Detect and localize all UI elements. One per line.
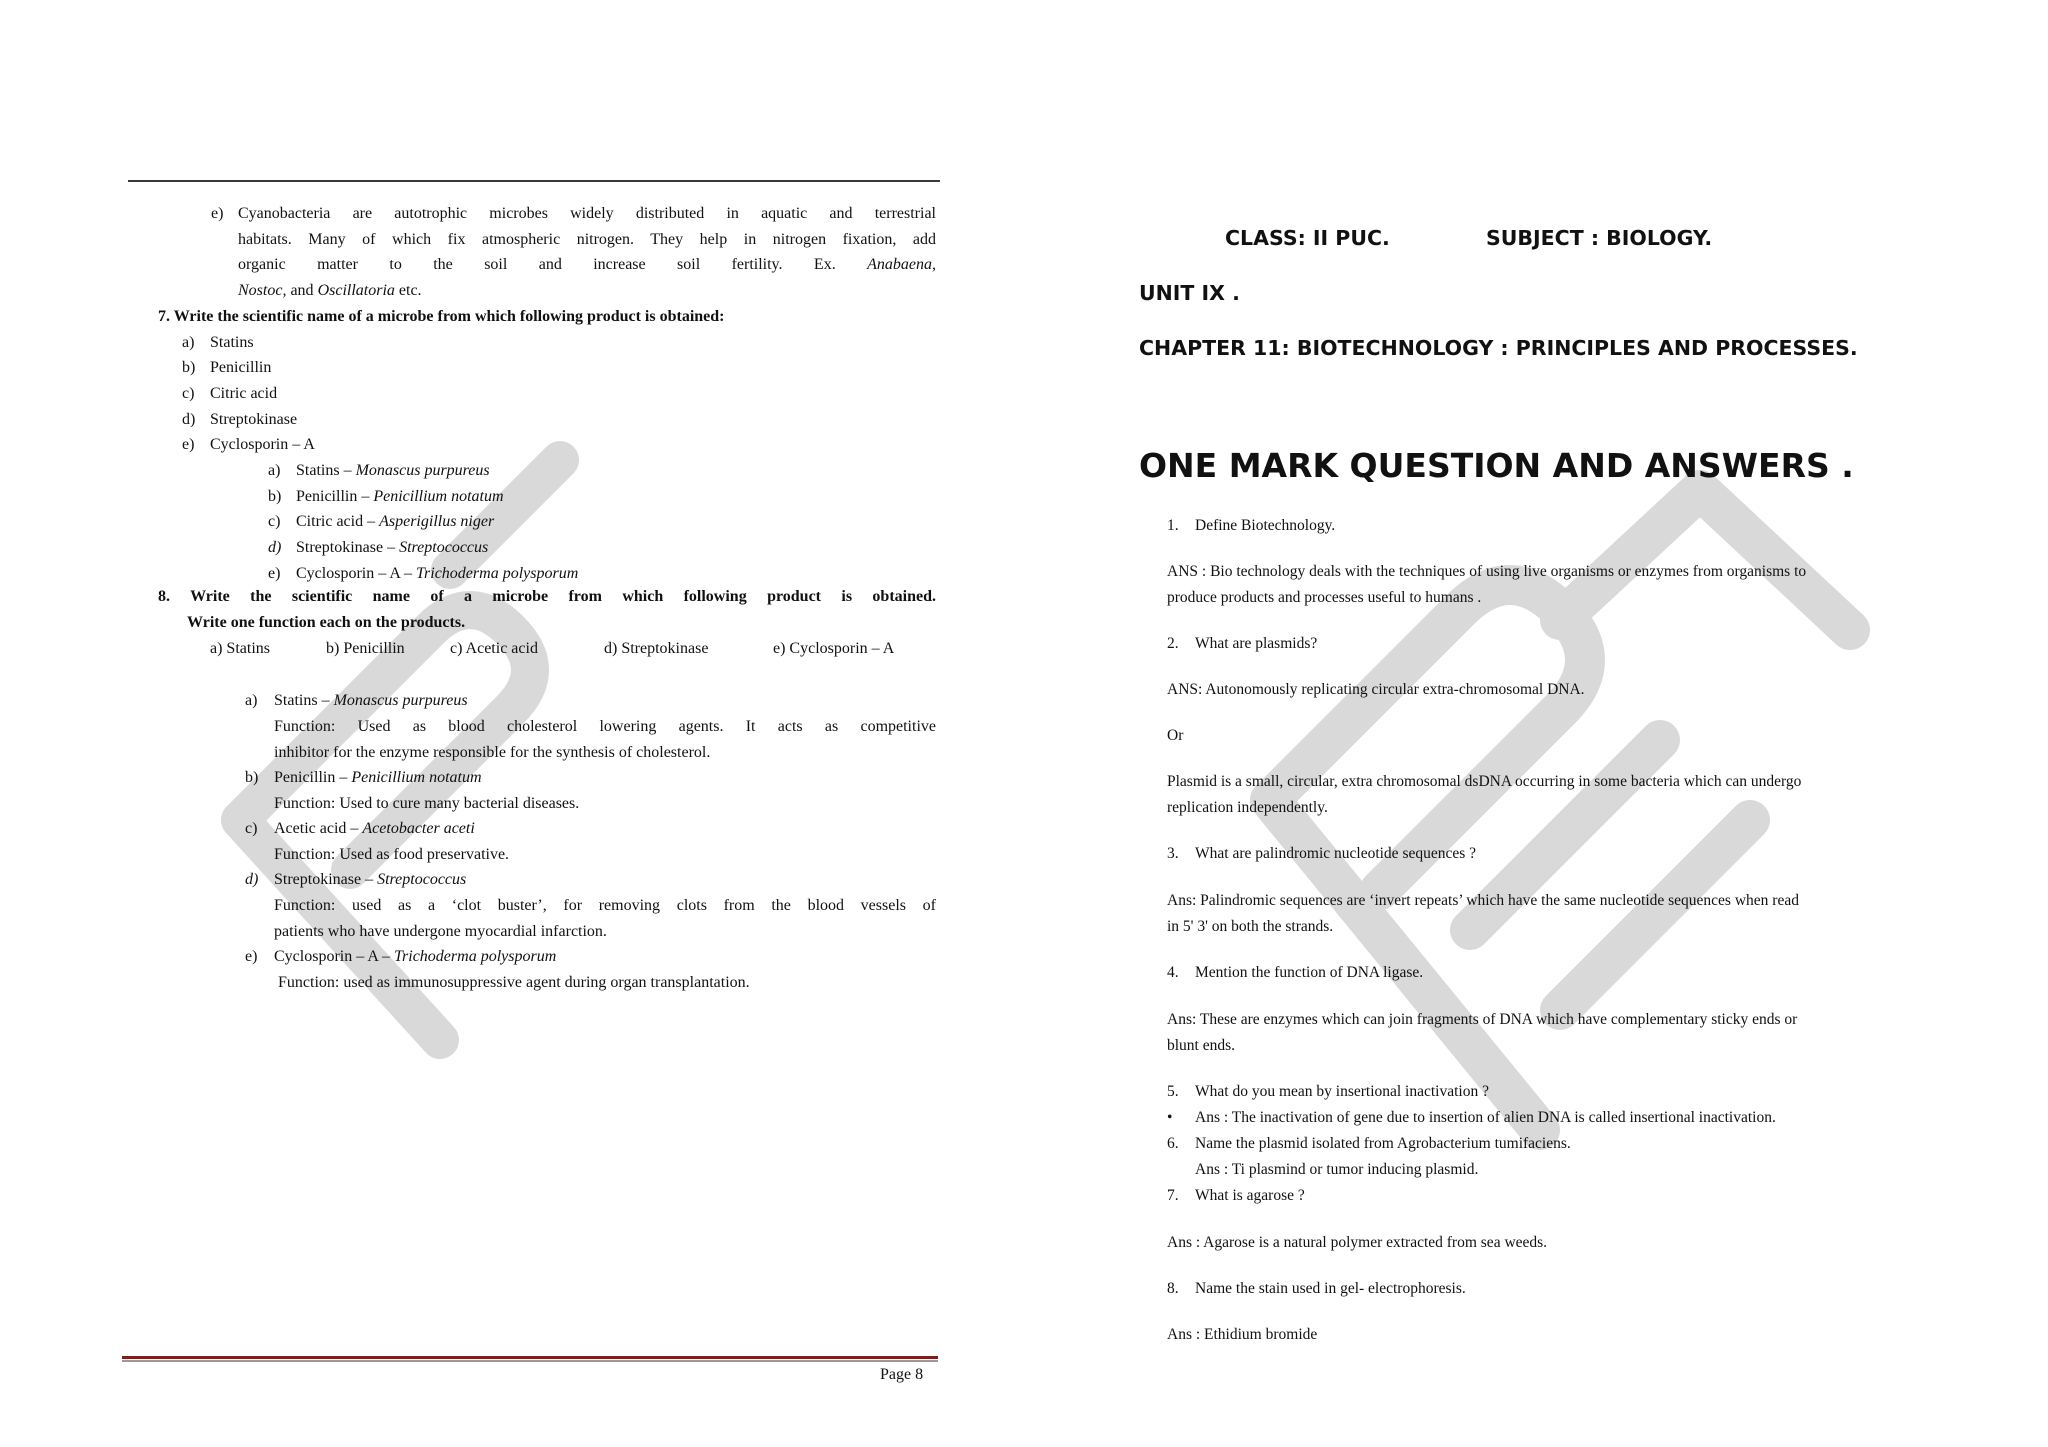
footer-rule-shadow — [122, 1360, 938, 1362]
qa-line — [1167, 841, 1987, 867]
q8-answer-microbe: Acetobacter aceti — [362, 820, 475, 837]
q8-answer-marker: b) — [245, 769, 259, 786]
q6e-line3-species: Anabaena, — [867, 256, 937, 273]
q8-option: e) Cyclosporin – A — [773, 640, 895, 657]
qa-line — [1167, 513, 1987, 539]
bullet: • — [1167, 1109, 1173, 1126]
q7-answer-microbe: Streptococcus — [399, 539, 489, 556]
question-number: 2. — [1167, 635, 1179, 652]
q7-option-marker: d) — [182, 411, 196, 428]
q7-answer-product: Cyclosporin – A – — [296, 565, 417, 582]
q8-function-line: Function: Used as food preservative. — [274, 846, 510, 863]
q7-answer — [296, 484, 504, 510]
qa-line — [1167, 631, 1987, 657]
subject-label: SUBJECT : BIOLOGY. — [1486, 226, 1713, 250]
question-text: What are plasmids? — [1195, 635, 1318, 652]
q7-answer-product: Citric acid – — [296, 513, 380, 530]
question-text: What do you mean by insertional inactivation ? — [1195, 1083, 1489, 1100]
q7-answer-microbe: Monascus purpureus — [355, 462, 490, 479]
q8-function-line: Function: Used to cure many bacterial diseases. — [274, 795, 580, 812]
q7-answer-microbe: Penicillium notatum — [373, 488, 504, 505]
qa-line — [1167, 1131, 1987, 1157]
q7-answer-marker: a) — [268, 462, 281, 479]
answer-text: ANS : Bio technology deals with the techniques of using live organisms or enzymes from organisms to — [1167, 563, 1807, 580]
q8-heading-line1: 8. Write the scientific name of a microbe from which following product is obtained. — [158, 588, 936, 605]
q8-answer-product: Acetic acid – — [274, 820, 363, 837]
q7-answer-product: Streptokinase – — [296, 539, 400, 556]
q8-answer-marker: c) — [245, 820, 258, 837]
q8-answer-product: Streptokinase – — [274, 871, 378, 888]
answer-text: Ans : Ethidium bromide — [1167, 1326, 1318, 1343]
q7-answer — [296, 535, 488, 561]
q8-function-line: inhibitor for the enzyme responsible for the synthesis of cholesterol. — [274, 744, 711, 761]
qa-line — [1167, 1033, 1987, 1059]
q8-answer-marker: e) — [245, 948, 258, 965]
q8-answer-product: Penicillin – — [274, 769, 352, 786]
q7-answer-marker: d) — [268, 539, 282, 556]
q6e-marker: e) — [211, 205, 224, 222]
unit-label: UNIT IX . — [1139, 281, 1240, 305]
qa-line — [1167, 723, 1987, 749]
class-label: CLASS: II PUC. — [1225, 226, 1390, 250]
answer-text: Ans: Palindromic sequences are ‘invert repeats’ which have the same nucleotide sequences when read — [1167, 892, 1799, 909]
qa-line — [1167, 1105, 1987, 1131]
q8-option: a) Statins — [210, 640, 270, 657]
qa-line — [1167, 888, 1987, 914]
q7-answer — [296, 458, 490, 484]
answer-text: Ans : Ti plasmind or tumor inducing plasmid. — [1195, 1161, 1479, 1178]
q7-option-text: Statins — [210, 334, 254, 351]
footer-rule — [122, 1356, 938, 1359]
q6e-and: and — [290, 282, 314, 299]
q7-option-text: Cyclosporin – A — [210, 436, 315, 453]
q7-answer-microbe: Trichoderma polysporum — [416, 565, 579, 582]
q7-option-text: Penicillin — [210, 359, 272, 376]
question-number: 3. — [1167, 845, 1179, 862]
q7-option-text: Streptokinase — [210, 411, 298, 428]
q8-answer-microbe: Trichoderma polysporum — [394, 948, 557, 965]
question-number: 1. — [1167, 517, 1179, 534]
q8-function-line: Function: used as immunosuppressive agent during organ transplantation. — [278, 974, 750, 991]
question-number: 4. — [1167, 964, 1179, 981]
qa-line — [1167, 795, 1987, 821]
q7-option-text: Citric acid — [210, 385, 278, 402]
qa-line — [1167, 960, 1987, 986]
question-number: 7. — [1167, 1187, 1179, 1204]
q8-answer — [274, 944, 556, 970]
question-text: What are palindromic nucleotide sequences ? — [1195, 845, 1477, 862]
qa-line — [1167, 1079, 1987, 1105]
answer-text: Ans: These are enzymes which can join fragments of DNA which have complementary sticky ends or — [1167, 1011, 1798, 1028]
answer-text: Or — [1167, 727, 1184, 744]
qa-line — [1167, 1007, 1987, 1033]
question-number: 6. — [1167, 1135, 1179, 1152]
q7-answer-marker: b) — [268, 488, 282, 505]
page-number: Page 8 — [880, 1366, 924, 1383]
q7-option-marker: a) — [182, 334, 195, 351]
question-text: Name the plasmid isolated from Agrobacterium tumifaciens. — [1195, 1135, 1571, 1152]
question-text: What is agarose ? — [1195, 1187, 1305, 1204]
q8-answer — [274, 867, 466, 893]
qa-line — [1167, 769, 1987, 795]
answer-text: produce products and processes useful to humans . — [1167, 589, 1482, 606]
question-number: 8. — [1167, 1280, 1179, 1297]
question-text: Ans : The inactivation of gene due to insertion of alien DNA is called insertional inactivation. — [1195, 1109, 1776, 1126]
q7-answer-marker: c) — [268, 513, 281, 530]
q6e-line2: habitats. Many of which fix atmospheric nitrogen. They help in nitrogen fixation, add — [238, 231, 936, 248]
q8-answer-product: Statins – — [274, 692, 334, 709]
qa-line — [1167, 1157, 1987, 1183]
q6e-line1: Cyanobacteria are autotrophic microbes widely distributed in aquatic and terrestrial — [238, 205, 936, 222]
qa-line — [1167, 585, 1987, 611]
q6e-etc: etc. — [398, 282, 422, 299]
q8-answer — [274, 765, 482, 791]
q8-answer-microbe: Streptococcus — [377, 871, 467, 888]
top-rule — [128, 180, 940, 182]
qa-line — [1167, 1230, 1987, 1256]
question-text: Define Biotechnology. — [1195, 517, 1336, 534]
q6e-line4 — [238, 278, 422, 304]
question-text: Name the stain used in gel- electrophoresis. — [1195, 1280, 1466, 1297]
answer-text: Ans : Agarose is a natural polymer extracted from sea weeds. — [1167, 1234, 1548, 1251]
q6e-nostoc: Nostoc, — [238, 282, 287, 299]
q8-answer-marker: d) — [245, 871, 259, 888]
q8-option: b) Penicillin — [326, 640, 405, 657]
answer-text: Plasmid is a small, circular, extra chromosomal dsDNA occurring in some bacteria which can undergo — [1167, 773, 1802, 790]
chapter-title: CHAPTER 11: BIOTECHNOLOGY : PRINCIPLES AND PROCESSES. — [1139, 336, 1858, 360]
question-text: Mention the function of DNA ligase. — [1195, 964, 1424, 981]
qa-line — [1167, 1322, 1987, 1348]
section-title: ONE MARK QUESTION AND ANSWERS . — [1139, 446, 1854, 485]
q7-option-marker: e) — [182, 436, 195, 453]
q8-answer-microbe: Penicillium notatum — [351, 769, 482, 786]
answer-text: in 5' 3' on both the strands. — [1167, 918, 1334, 935]
q7-heading: 7. Write the scientific name of a microbe from which following product is obtained: — [158, 308, 725, 325]
q8-answer-marker: a) — [245, 692, 258, 709]
q8-heading-line2: Write one function each on the products. — [187, 614, 466, 631]
q7-answer-marker: e) — [268, 565, 281, 582]
q7-answer — [296, 509, 494, 535]
q7-answer-product: Statins – — [296, 462, 356, 479]
q7-answer-microbe: Asperigillus niger — [379, 513, 495, 530]
q8-answer — [274, 816, 475, 842]
q8-option: d) Streptokinase — [604, 640, 709, 657]
q6e-oscillatoria: Oscillatoria — [317, 282, 395, 299]
qa-line — [1167, 1183, 1987, 1209]
q7-answer-product: Penicillin – — [296, 488, 374, 505]
qa-line — [1167, 914, 1987, 940]
qa-line — [1167, 1276, 1987, 1302]
question-number: 5. — [1167, 1083, 1179, 1100]
answer-text: replication independently. — [1167, 799, 1328, 816]
q8-answer — [274, 688, 468, 714]
q6e-line3 — [238, 252, 936, 278]
q6e-line3-text: organic matter to the soil and increase soil fertility. Ex. — [238, 256, 836, 273]
answer-text: blunt ends. — [1167, 1037, 1236, 1054]
q8-function-line: patients who have undergone myocardial infarction. — [274, 923, 607, 940]
q8-answer-product: Cyclosporin – A – — [274, 948, 395, 965]
q8-answer-microbe: Monascus purpureus — [333, 692, 468, 709]
qa-line — [1167, 559, 1987, 585]
qa-line — [1167, 677, 1987, 703]
q7-option-marker: c) — [182, 385, 195, 402]
answer-text: ANS: Autonomously replicating circular extra-chromosomal DNA. — [1167, 681, 1585, 698]
q8-function-line: Function: Used as blood cholesterol lowering agents. It acts as competitive — [274, 718, 936, 735]
q8-option: c) Acetic acid — [450, 640, 538, 657]
q8-function-line: Function: used as a ‘clot buster’, for removing clots from the blood vessels of — [274, 897, 936, 914]
q7-option-marker: b) — [182, 359, 196, 376]
